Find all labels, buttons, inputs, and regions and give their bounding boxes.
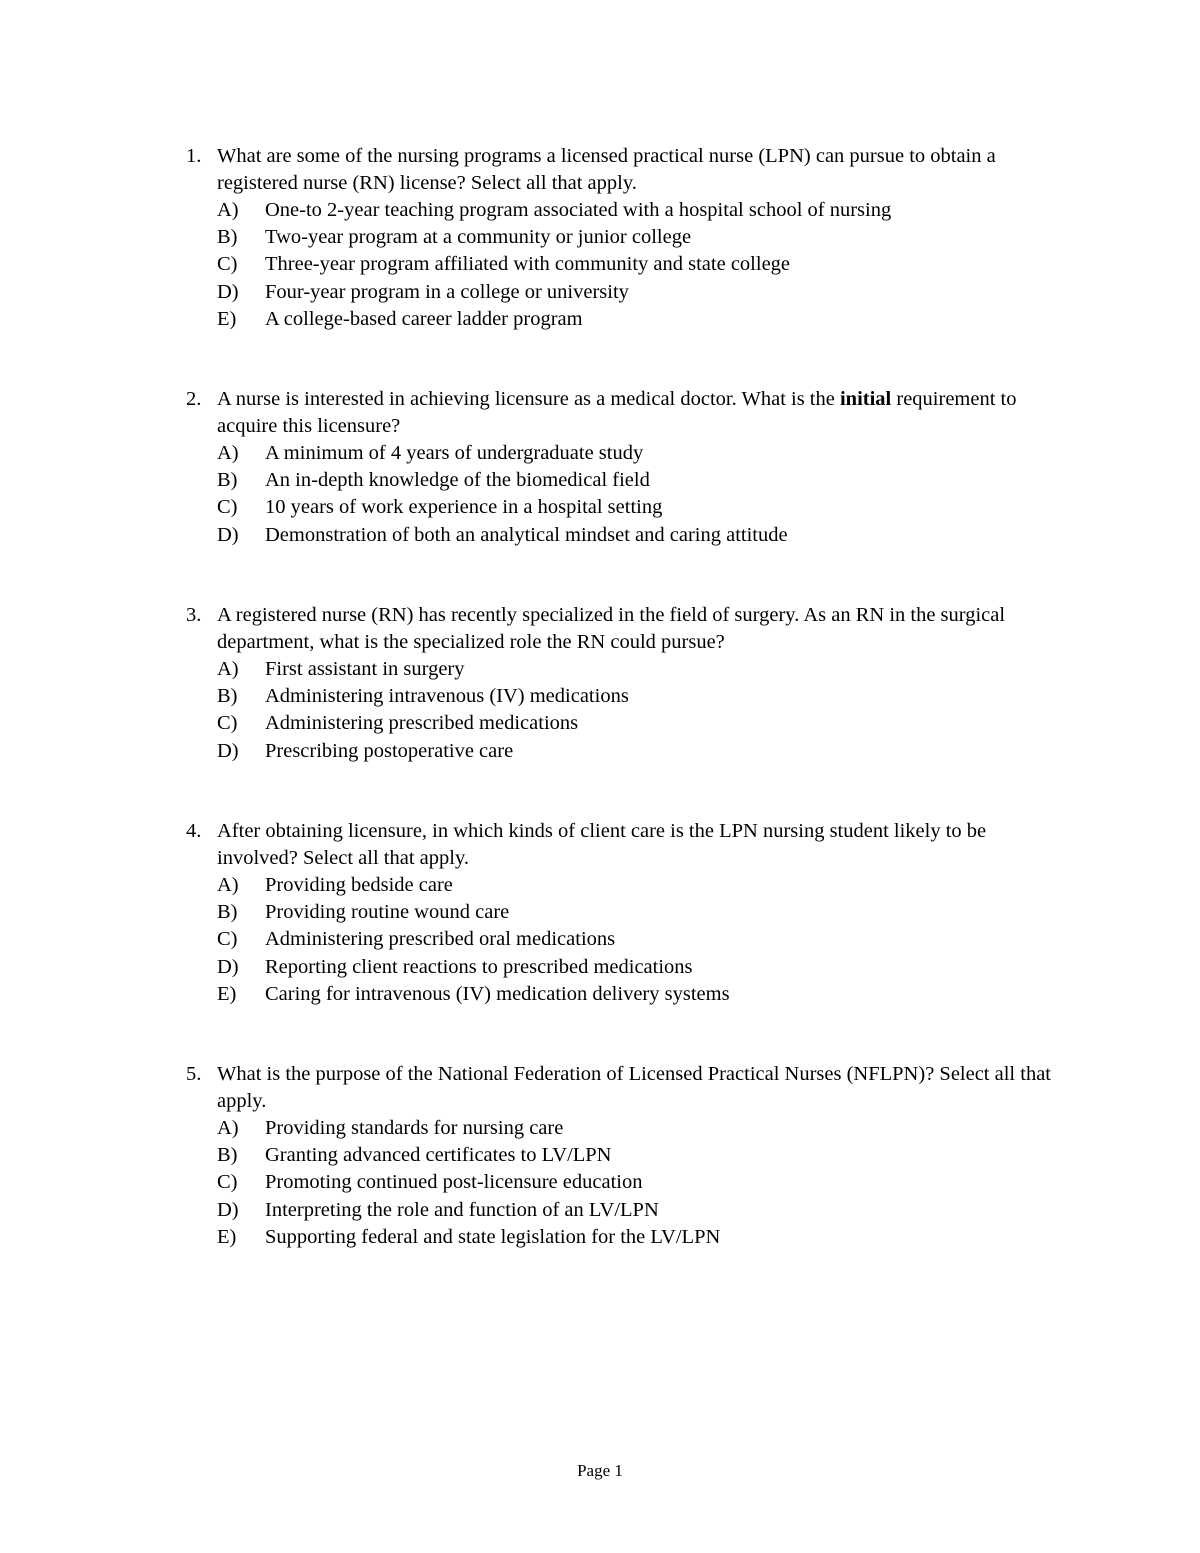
- option-text: Three-year program affiliated with community and state college: [265, 253, 791, 276]
- question-text: [217, 386, 1066, 440]
- question-text-before: A nurse is interested in achieving licensure as a medical doctor. What is the: [217, 388, 840, 410]
- option-letter: C): [217, 1171, 238, 1194]
- option-e: [186, 1224, 1066, 1251]
- question-text-after: requirement to acquire this licensure?: [217, 388, 1017, 437]
- option-b: [186, 467, 1066, 494]
- option-letter: D): [217, 955, 239, 978]
- option-c: [186, 710, 1066, 737]
- option-text: Four-year program in a college or university: [265, 280, 629, 303]
- option-text: Prescribing postoperative care: [265, 739, 514, 762]
- question-text: A registered nurse (RN) has recently specialized in the field of surgery. As an RN in the surgical department, what is the specialized role the RN could pursue?: [217, 604, 1006, 653]
- option-e: [186, 306, 1066, 333]
- option-text: One-to 2-year teaching program associated with a hospital school of nursing: [265, 199, 892, 221]
- option-text: An in-depth knowledge of the biomedical field: [265, 469, 650, 492]
- question-text-emphasis: initial: [839, 388, 892, 410]
- option-a: [186, 1115, 1066, 1142]
- option-letter: A): [217, 874, 239, 896]
- option-letter: E): [217, 982, 237, 1005]
- question-2: [186, 386, 1066, 549]
- option-b: [186, 683, 1066, 710]
- option-letter: B): [217, 685, 238, 708]
- option-letter: A): [217, 199, 239, 221]
- option-letter: A): [217, 1117, 239, 1139]
- page-footer: [0, 1461, 1200, 1481]
- option-letter: C): [217, 928, 238, 951]
- option-text: Administering intravenous (IV) medications: [265, 685, 629, 708]
- question-5: [186, 1061, 1066, 1251]
- option-text: Administering prescribed oral medications: [265, 928, 616, 951]
- option-text: First assistant in surgery: [265, 658, 465, 680]
- option-text: Promoting continued post-licensure education: [265, 1171, 643, 1194]
- question-text: What is the purpose of the National Federation of Licensed Practical Nurses (NFLPN)? Select all that apply.: [217, 1063, 1051, 1112]
- question-number: 4.: [186, 820, 202, 842]
- option-text: Reporting client reactions to prescribed medications: [265, 955, 693, 978]
- option-b: [186, 224, 1066, 251]
- option-letter: C): [217, 496, 238, 519]
- option-text: Providing bedside care: [265, 874, 453, 896]
- question-4: [186, 818, 1066, 1008]
- question-text: After obtaining licensure, in which kinds of client care is the LPN nursing student likely to be involved? Select all that apply.: [217, 820, 987, 869]
- option-b: [186, 1142, 1066, 1169]
- option-d: [186, 738, 1066, 765]
- option-text: Two-year program at a community or junior college: [265, 226, 692, 249]
- option-text: Interpreting the role and function of an LV/LPN: [265, 1198, 659, 1221]
- option-text: 10 years of work experience in a hospital setting: [265, 496, 663, 519]
- option-a: [186, 197, 1066, 224]
- question-text: What are some of the nursing programs a licensed practical nurse (LPN) can pursue to obtain a registered nurse (RN) license? Select all that apply.: [217, 145, 996, 194]
- option-text: Providing routine wound care: [265, 901, 510, 924]
- option-b: [186, 899, 1066, 926]
- option-text: Administering prescribed medications: [265, 712, 579, 735]
- option-a: [186, 656, 1066, 683]
- option-letter: A): [217, 442, 239, 464]
- option-text: Caring for intravenous (IV) medication delivery systems: [265, 982, 730, 1005]
- question-number: 2.: [186, 388, 202, 410]
- option-letter: B): [217, 469, 238, 492]
- page-number: Page 1: [577, 1461, 623, 1480]
- option-text: Supporting federal and state legislation for the LV/LPN: [265, 1225, 721, 1248]
- option-text: A minimum of 4 years of undergraduate study: [265, 442, 644, 464]
- option-letter: E): [217, 307, 237, 330]
- option-letter: D): [217, 739, 239, 762]
- question-number: 3.: [186, 604, 202, 626]
- option-text: A college-based career ladder program: [265, 307, 583, 330]
- option-letter: C): [217, 253, 238, 276]
- option-letter: D): [217, 1198, 239, 1221]
- option-c: [186, 926, 1066, 953]
- question-number: 5.: [186, 1063, 202, 1085]
- option-text: Providing standards for nursing care: [265, 1117, 564, 1139]
- option-d: [186, 522, 1066, 549]
- option-letter: C): [217, 712, 238, 735]
- option-a: [186, 872, 1066, 899]
- option-a: [186, 440, 1066, 467]
- option-letter: A): [217, 658, 239, 680]
- question-number: 1.: [186, 145, 202, 167]
- option-text: Demonstration of both an analytical mindset and caring attitude: [265, 523, 788, 546]
- option-d: [186, 954, 1066, 981]
- option-d: [186, 1197, 1066, 1224]
- option-e: [186, 981, 1066, 1008]
- option-letter: D): [217, 280, 239, 303]
- option-c: [186, 1169, 1066, 1196]
- option-c: [186, 251, 1066, 278]
- option-c: [186, 494, 1066, 521]
- option-text: Granting advanced certificates to LV/LPN: [265, 1144, 612, 1167]
- option-letter: D): [217, 523, 239, 546]
- question-1: [186, 143, 1066, 333]
- option-d: [186, 279, 1066, 306]
- question-3: [186, 602, 1066, 765]
- option-letter: B): [217, 1144, 238, 1167]
- option-letter: E): [217, 1225, 237, 1248]
- option-letter: B): [217, 226, 238, 249]
- option-letter: B): [217, 901, 238, 924]
